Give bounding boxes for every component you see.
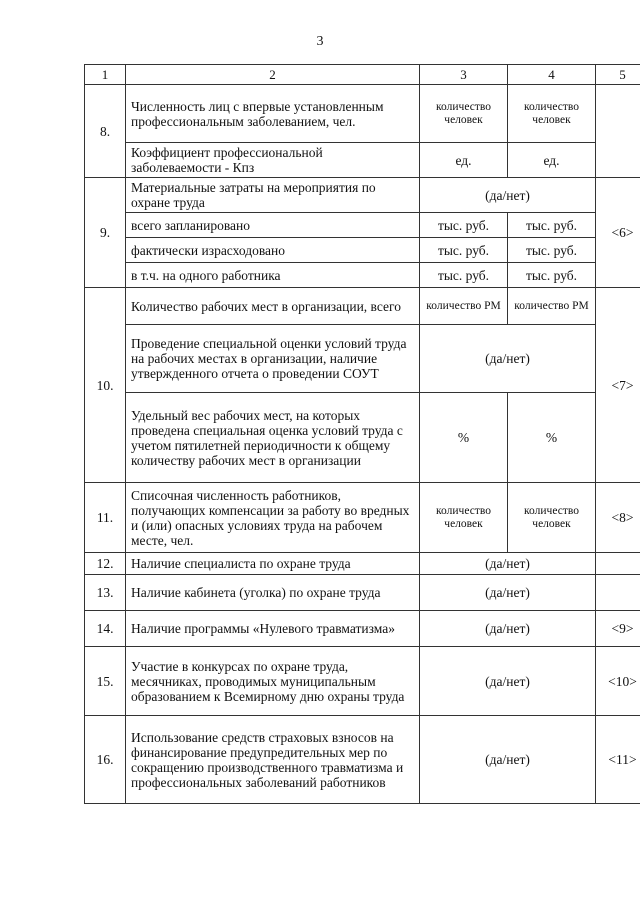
row-number: 12. bbox=[85, 553, 126, 575]
page-number: 3 bbox=[316, 34, 324, 49]
table-row-9c bbox=[85, 238, 640, 263]
yes-no-cell: (да/нет) bbox=[420, 611, 596, 647]
table-row-10b bbox=[85, 325, 640, 393]
row-label: Участие в конкурсах по охране труда, месячниках, проводимых муниципальным образованием к Всемирному дню охраны труда bbox=[126, 647, 420, 716]
row-label: всего запланировано bbox=[126, 213, 420, 238]
table-row-8a bbox=[85, 85, 640, 143]
header-col-5: 5 bbox=[596, 65, 640, 85]
unit-cell: тыс. руб. bbox=[508, 263, 596, 288]
unit-cell: количество РМ bbox=[420, 288, 508, 325]
unit-cell: % bbox=[420, 393, 508, 483]
yes-no-cell: (да/нет) bbox=[420, 553, 596, 575]
table-row-10a bbox=[85, 288, 640, 325]
header-col-4: 4 bbox=[508, 65, 596, 85]
unit-cell: тыс. руб. bbox=[508, 213, 596, 238]
row-label: Материальные затраты на мероприятия по охране труда bbox=[126, 178, 420, 213]
note-ref: <11> bbox=[596, 716, 640, 804]
row-number: 15. bbox=[85, 647, 126, 716]
row-label: Наличие специалиста по охране труда bbox=[126, 553, 420, 575]
row-label: Численность лиц с впервые установленным профессиональным заболеванием, чел. bbox=[126, 85, 420, 143]
yes-no-cell: (да/нет) bbox=[420, 178, 596, 213]
row-label: Удельный вес рабочих мест, на которых проведена специальная оценка условий труда с учетом пятилетней периодичности к общему количеству рабочих мест в организации bbox=[126, 393, 420, 483]
row-label: фактически израсходовано bbox=[126, 238, 420, 263]
unit-cell: количество человек bbox=[420, 85, 508, 143]
unit-cell: тыс. руб. bbox=[420, 263, 508, 288]
row-label: Количество рабочих мест в организации, всего bbox=[126, 288, 420, 325]
table-header-row bbox=[85, 65, 640, 85]
row-number: 10. bbox=[85, 288, 126, 483]
unit-cell: ед. bbox=[508, 143, 596, 178]
unit-cell: количество человек bbox=[508, 483, 596, 553]
table-row-16 bbox=[85, 716, 640, 804]
unit-cell: ед. bbox=[420, 143, 508, 178]
table-row-13 bbox=[85, 575, 640, 611]
note-ref: <6> bbox=[596, 178, 640, 288]
unit-cell: количество человек bbox=[420, 483, 508, 553]
unit-cell: % bbox=[508, 393, 596, 483]
note-ref bbox=[596, 575, 640, 611]
note-ref: <9> bbox=[596, 611, 640, 647]
note-ref: <8> bbox=[596, 483, 640, 553]
table-row-11 bbox=[85, 483, 640, 553]
unit-cell: количество РМ bbox=[508, 288, 596, 325]
table-row-12 bbox=[85, 553, 640, 575]
header-col-3: 3 bbox=[420, 65, 508, 85]
table-row-14 bbox=[85, 611, 640, 647]
unit-cell: количество человек bbox=[508, 85, 596, 143]
unit-cell: тыс. руб. bbox=[420, 238, 508, 263]
note-ref bbox=[596, 553, 640, 575]
indicators-table bbox=[84, 64, 640, 804]
table-row-9a bbox=[85, 178, 640, 213]
note-ref: <10> bbox=[596, 647, 640, 716]
row-number: 16. bbox=[85, 716, 126, 804]
table-row-15 bbox=[85, 647, 640, 716]
yes-no-cell: (да/нет) bbox=[420, 647, 596, 716]
unit-cell: тыс. руб. bbox=[508, 238, 596, 263]
note-ref: <7> bbox=[596, 288, 640, 483]
row-number: 9. bbox=[85, 178, 126, 288]
row-label: Использование средств страховых взносов на финансирование предупредительных мер по сокращению производственного травматизма и профессиональных заболеваний работников bbox=[126, 716, 420, 804]
unit-cell: тыс. руб. bbox=[420, 213, 508, 238]
header-col-2: 2 bbox=[126, 65, 420, 85]
yes-no-cell: (да/нет) bbox=[420, 716, 596, 804]
row-number: 8. bbox=[85, 85, 126, 178]
row-number: 11. bbox=[85, 483, 126, 553]
row-label: Наличие кабинета (уголка) по охране труда bbox=[126, 575, 420, 611]
yes-no-cell: (да/нет) bbox=[420, 325, 596, 393]
yes-no-cell: (да/нет) bbox=[420, 575, 596, 611]
header-col-1: 1 bbox=[85, 65, 126, 85]
row-label: Наличие программы «Нулевого травматизма» bbox=[126, 611, 420, 647]
row-label: Списочная численность работников, получающих компенсации за работу во вредных и (или) опасных условиях труда на рабочем месте, чел. bbox=[126, 483, 420, 553]
note-cell bbox=[596, 85, 640, 178]
row-label: Проведение специальной оценки условий труда на рабочих местах в организации, наличие утвержденного отчета о проведении СОУТ bbox=[126, 325, 420, 393]
table-row-9d bbox=[85, 263, 640, 288]
row-label: Коэффициент профессиональной заболеваемости - Кпз bbox=[126, 143, 420, 178]
table-row-8b bbox=[85, 143, 640, 178]
table-row-9b bbox=[85, 213, 640, 238]
table-row-10c bbox=[85, 393, 640, 483]
row-label: в т.ч. на одного работника bbox=[126, 263, 420, 288]
row-number: 13. bbox=[85, 575, 126, 611]
row-number: 14. bbox=[85, 611, 126, 647]
